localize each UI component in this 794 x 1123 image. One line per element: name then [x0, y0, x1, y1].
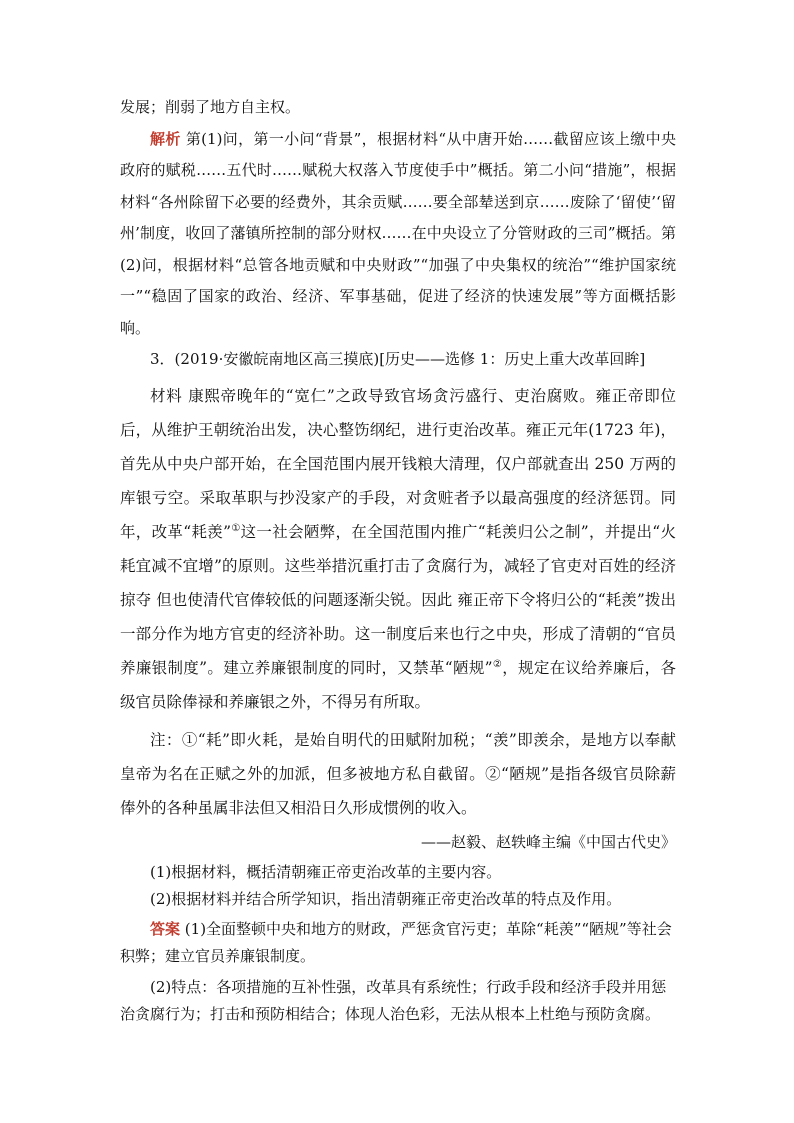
question-1: (1)根据材料，概括清朝雍正帝吏治改革的主要内容。 [150, 862, 502, 881]
material-text-part3: ，规定在议给养廉后，各级官员除俸禄和养廉银之外，不得另有所取。 [120, 658, 676, 711]
document-content [120, 92, 676, 1028]
footnote-marker-1: ① [231, 522, 241, 534]
answer-paragraph-1 [120, 916, 676, 970]
material-text-part2: 这一社会陋弊，在全国范围内推广“耗羡归公之制”，并提出“火耗宜减不宜增”的原则。这些举措沉重打击了贪腐行为，减轻了官吏对百姓的经济掠夺 但也使清代官俸较低的问题逐渐尖锐。因此 雍正帝下令将归公的“耗羡”拨出一部分作为地方官吏的经济补助。这一制度后来也行之中央，形成了清朝的“官员养廉银制度”。建立养廉银制度的同时，又禁革“陋规” [120, 522, 677, 677]
material-label: 材料 [150, 386, 183, 405]
question-header: 3．(2019·安徽皖南地区高三摸底)[历史——选修 1：历史上重大改革回眸] [150, 350, 646, 368]
material-paragraph [120, 379, 676, 719]
analysis-paragraph [120, 124, 676, 345]
source-attribution: ——赵毅、赵轶峰主编《中国古代史》 [420, 832, 676, 851]
analysis-label: 解析 [150, 129, 181, 148]
analysis-text: 第(1)问，第一小问“背景”，根据材料“从中唐开始……截留应该上缴中央政府的赋税……五代时……赋税大权落入节度使手中”概括。第二小问“措施”，根据材料“各州除留下必要的经费外，其余贡赋……要全部辇送到京……废除了‘留使’‘留州’制度，收回了藩镇所控制的部分财权……在中央设立了分管财政的三司”概括。第(2)问，根据材料“总管各地贡赋和中央财政”“加强了中央集权的统治”“维护国家统一”“稳固了国家的政治、经济、军事基础，促进了经济的快速发展”等方面概括影响。 [120, 129, 676, 337]
previous-answer-tail: 发展；削弱了地方自主权。 [120, 98, 301, 116]
answer-paragraph-2: (2)特点：各项措施的互补性强，改革具有系统性；行政手段和经济手段并用惩治贪腐行为；打击和预防相结合；体现人治色彩，无法从根本上杜绝与预防贪腐。 [120, 977, 667, 1023]
question-2: (2)根据材料并结合所学知识，指出清朝雍正帝吏治改革的特点及作用。 [150, 889, 622, 908]
material-note: 注：①“耗”即火耗，是始自明代的田赋附加税；“羡”即羡余，是地方以奉献皇帝为名在正赋之外的加派，但多被地方私自截留。②“陋规”是指各级官员除薪俸外的各种虽属非法但又相沿日久形成惯例的收入。 [120, 730, 676, 817]
material-text-part1: 康熙帝晚年的“宽仁”之政导致官场贪污盛行、吏治腐败。雍正帝即位后，从维护王朝统治出发，决心整饬纲纪，进行吏治改革。雍正元年(1723 年)，首先从中央户部开始，在全国范围内展开钱粮大清理，仅户部就查出 250 万两的库银亏空。采取革职与抄没家产的手段，对贪赃者予以最高强度的经济惩罚。同年，改革“耗羡” [120, 386, 676, 541]
footnote-marker-2: ② [492, 658, 503, 670]
answer-1-text: (1)全面整顿中央和地方的财政，严惩贪官污吏；革除“耗羡”“陋规”等社会积弊；建立官员养廉银制度。 [120, 919, 672, 965]
answer-label: 答案 [150, 919, 181, 938]
